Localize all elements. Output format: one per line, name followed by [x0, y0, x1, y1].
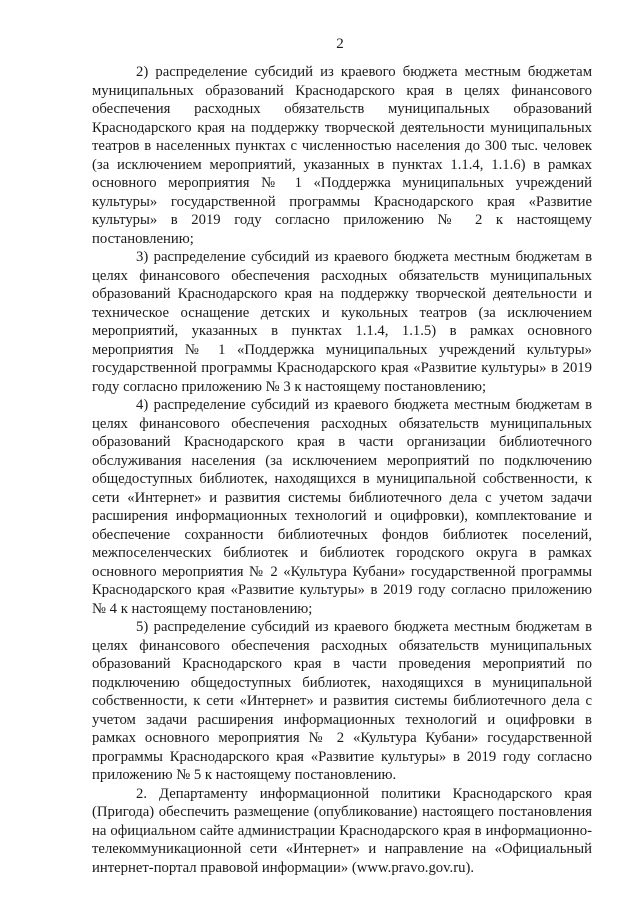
page-number: 2: [336, 36, 344, 52]
paragraph-section-2: 2. Департаменту информационной политики Краснодарского края (Пригода) обеспечить размещение (опубликование) настоящего постановления на официальном сайте администрации Краснодарского края в информационно-телекоммуникационной сети «Интернет» и направление на «Официальный интернет-портал правовой информации» (www.pravo.gov.ru).: [92, 785, 592, 876]
paragraph-item-5: 5) распределение субсидий из краевого бюджета местным бюджетам в целях финансового обеспечения расходных обязательств муниципальных образований Краснодарского края в части проведения мероприятий по подключению общедоступных библиотек, находящихся в муниципальной собственности, к сети «Интернет» и развития системы библиотечного дела с учетом задачи расширения информационных технологий и оцифровки в рамках основного мероприятия № 2 «Культура Кубани» государственной программы Краснодарского края «Развитие культуры» в 2019 году согласно приложению № 5 к настоящему постановлению.: [92, 619, 592, 783]
paragraph-item-2: 2) распределение субсидий из краевого бюджета местным бюджетам муниципальных образований Краснодарского края в целях финансового обеспечения расходных обязательств муниципальных образований Краснодарского края на поддержку творческой деятельности муниципальных театров в населенных пунктах с численностью населения до 300 тыс. человек (за исключением мероприятий, указанных в пунктах 1.1.4, 1.1.6) в рамках основного мероприятия № 1 «Поддержка муниципальных учреждений культуры» государственной программы Краснодарского края «Развитие культуры» в 2019 году согласно приложению № 2 к настоящему постановлению;: [92, 64, 592, 247]
paragraph-item-3: 3) распределение субсидий из краевого бюджета местным бюджетам в целях финансового обеспечения расходных обязательств муниципальных образований Краснодарского края на поддержку творческой деятельности и техническое оснащение детских и кукольных театров (за исключением мероприятий, указанных в пунктах 1.1.4, 1.1.5) в рамках основного мероприятия № 1 «Поддержка муниципальных учреждений культуры» государственной программы Краснодарского края «Развитие культуры» в 2019 году согласно приложению № 3 к настоящему постановлению;: [92, 249, 592, 395]
paragraph-item-4: 4) распределение субсидий из краевого бюджета местным бюджетам в целях финансового обеспечения расходных обязательств муниципальных образований Краснодарского края в части организации библиотечного обслуживания населения (за исключением мероприятий по подключению общедоступных библиотек, находящихся в муниципальной собственности, к сети «Интернет» и развития системы библиотечного дела с учетом задачи расширения информационных технологий и оцифровки), комплектование и обеспечение сохранности библиотечных фондов библиотек поселений, межпоселенческих библиотек и библиотек городского округа в рамках основного мероприятия № 2 «Культура Кубани» государственной программы Краснодарского края «Развитие культуры» в 2019 году согласно приложению № 4 к настоящему постановлению;: [92, 397, 592, 617]
document-body: [92, 63, 592, 877]
